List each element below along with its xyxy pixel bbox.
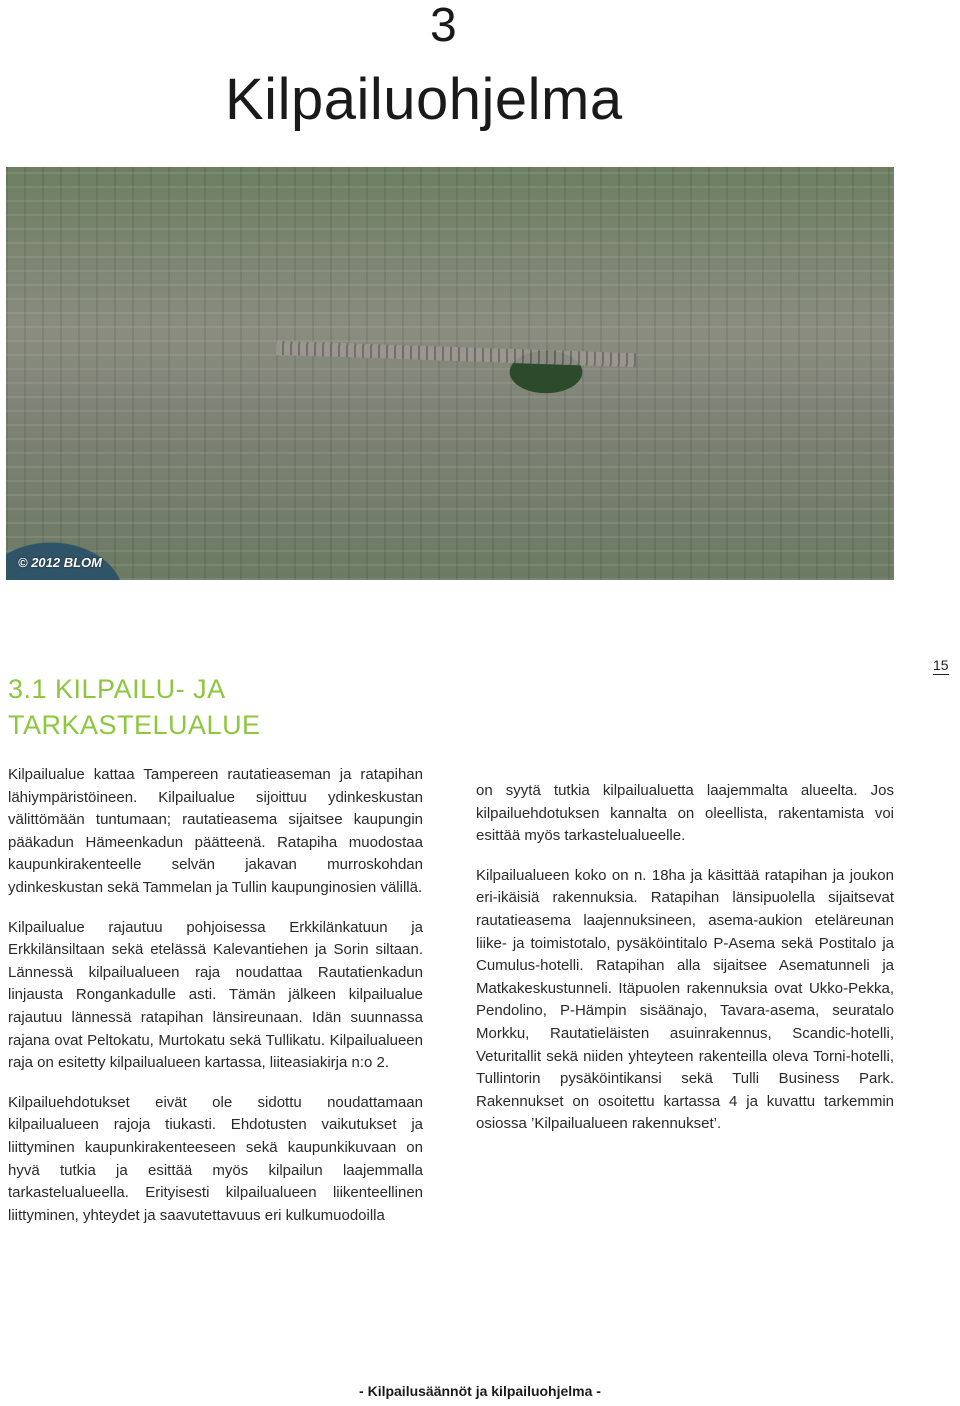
section-title-line2: TARKASTELUALUE	[8, 710, 261, 740]
paragraph: Kilpailuehdotukset eivät ole sidottu noudattamaan kilpailualueen rajoja tiukasti. Ehdotusten vaikutukset ja liittyminen kaupunkirakenteeseen sekä kaupunkikuvaan on hyvä tutkia ja esittää myös kilpailun laajemmalla tarkastelualueella. Erityisesti kilpailualueen liikenteellinen liittyminen, yhteydet ja saavutettavuus eri kulkumuodoilla	[8, 1093, 423, 1224]
paragraph: Kilpailualueen koko on n. 18ha ja käsittää ratapihan ja joukon eri-ikäisiä rakennuksia. Ratapihan länsipuolella sijaitsevat rautatieasema laajennuksineen, asema-aukion eteläreunan liike- ja toimistotalo, pysäköintitalo P-Asema sekä Postitalo ja Cumulus-hotelli. Ratapihan alla sijaitsee Asematunneli ja Matkakeskustunneli. Itäpuolen rakennuksia ovat Ukko-Pekka, Pendolino, P-Hämpin sisäänajo, Tavara-asema, seuratalo Morkku, Rautatieläisten asuinrakennus, Scandic-hotelli, Veturitallit sekä niiden yhteyteen rakenteilla oleva Torni-hotelli, Tullintorin pysäköintikansi sekä Tulli Business Park. Rakennukset on osoitettu kartassa 4 ja kuvattu tarkemmin osiossa ’Kilpailualueen rakennukset’.	[476, 866, 894, 1133]
aerial-photo	[6, 167, 894, 580]
left-text-column	[8, 764, 423, 1244]
photo-copyright: © 2012 BLOM	[18, 555, 102, 570]
section-title	[8, 671, 308, 743]
chapter-title: Kilpailuohjelma	[225, 67, 623, 132]
right-text-column	[476, 780, 894, 1153]
paragraph: on syytä tutkia kilpailualuetta laajemmalta alueelta. Jos kilpailuehdotuksen kannalta on oleellista, rakentamista voi esittää myös tarkastelualueelle.	[476, 782, 894, 845]
page-number: 15	[933, 657, 949, 673]
railway-yard-shape	[276, 341, 636, 368]
page-footer: - Kilpailusäännöt ja kilpailuohjelma -	[359, 1383, 601, 1399]
paragraph: Kilpailualue rajautuu pohjoisessa Erkkilänkatuun ja Erkkilänsiltaan sekä etelässä Kalevantiehen ja Sorin siltaan. Lännessä kilpailualueen raja noudattaa Rautatienkadun linjausta Rongankadulle asti. Tämän jälkeen kilpailualue rajautuu lännessä ratapihan länsireunaan. Idän suunnassa rajana ovat Peltokatu, Murtokatu sekä Tullikatu. Kilpailualueen raja on esitetty kilpailualueen kartassa, liiteasiakirja n:o 2.	[8, 918, 423, 1072]
section-title-line1: 3.1 KILPAILU- JA	[8, 674, 226, 704]
chapter-number: 3	[430, 0, 457, 52]
paragraph: Kilpailualue kattaa Tampereen rautatieaseman ja ratapihan lähiympäristöineen. Kilpailualue sijoittuu ydinkeskustan välittömään tuntumaan; rautatieasema sijaitsee kaupungin pääkadun Hämeenkadun päätteenä. Ratapiha muodostaa kaupunkirakenteelle selvän jakavan murroskohdan ydinkeskustan sekä Tammelan ja Tullin kaupunginosien välillä.	[8, 766, 423, 896]
